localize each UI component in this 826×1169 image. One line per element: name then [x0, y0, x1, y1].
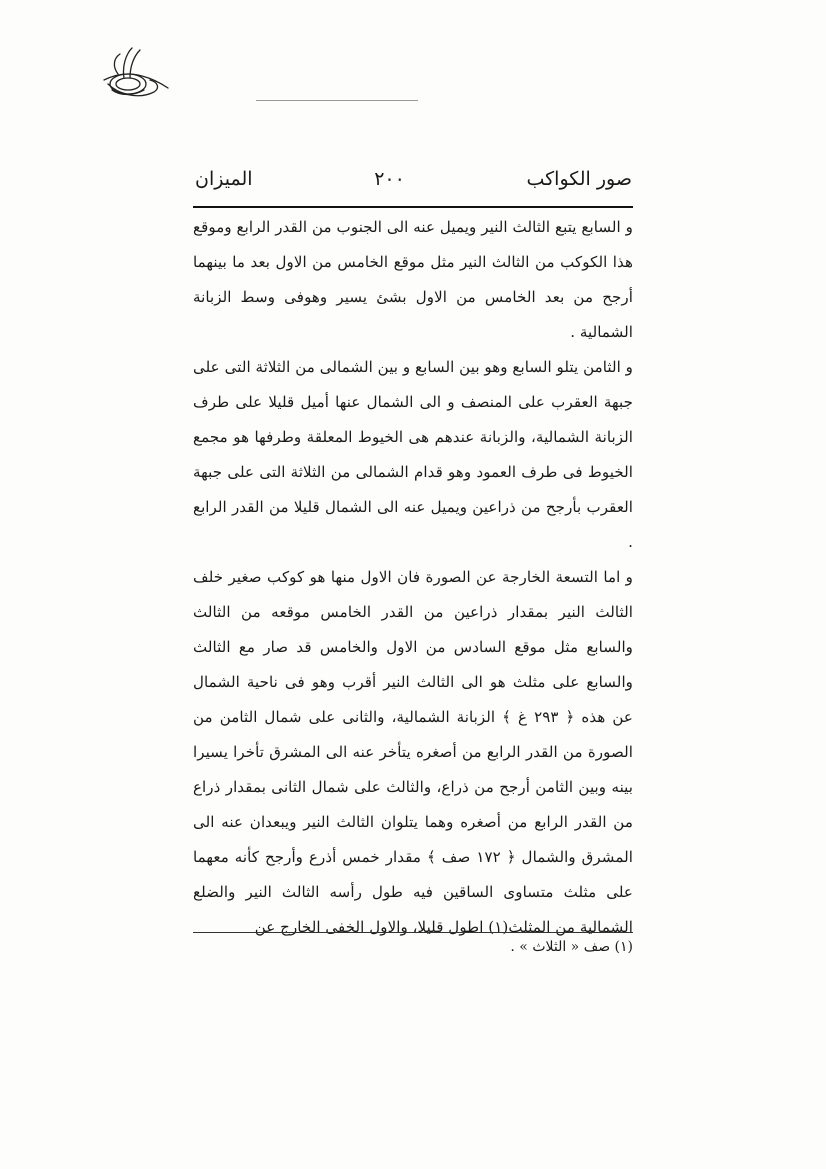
header-rule — [193, 206, 633, 208]
running-header — [195, 168, 632, 202]
page-number: ٢٠٠ — [374, 168, 405, 190]
ornamental-emblem-logo — [98, 44, 170, 104]
chapter-title: الميزان — [195, 168, 253, 190]
footnote: (١) صف « الثلاث » . — [510, 939, 633, 955]
book-title: صور الكواكب — [526, 168, 632, 190]
top-rule — [256, 100, 418, 101]
body-text — [193, 210, 633, 945]
paragraph: و الثامن يتلو السابع وهو بين السابع و بين الشمالى من الثلاثة التى على جبهة العقرب على المنصف و الى الشمال عنها أميل قليلا على طرف الزبانة الشمالية، والزبانة عندهم هى الخيوط المعلقة وطرفها هو مجمع الخيوط فى طرف العمود وهو قدام الشمالى من الثلاثة التى على جبهة العقرب بأرجح من ذراعين ويميل عنه الى الشمال قليلا من القدر الرابع . — [193, 358, 633, 551]
footnote-rule — [193, 932, 633, 933]
paragraph: و اما التسعة الخارجة عن الصورة فان الاول منها هو كوكب صغير خلف الثالث النير بمقدار ذراعين من القدر الخامس موقعه من الثالث والسابع مثل موقع السادس من الاول والخامس قد صار مع الثالث والسابع على مثلث هو الى الثالث النير أقرب وهو فى ناحية الشمال عن هذه ﴿ ٢٩٣ غ ﴾ الزبانة الشمالية، والثانى على شمال الثامن من الصورة من القدر الرابع من أصغره يتأخر عنه الى المشرق تأخرا يسيرا بينه وبين الثامن أرجح من ذراع، والثالث على شمال الثانى بمقدار ذراع من القدر الرابع من أصغره وهما يتلوان الثالث النير ويبعدان عنه الى المشرق والشمال ﴿ ١٧٢ صف ﴾ مقدار خمس أذرع وأرجح كأنه معهما على مثلث متساوى الساقين فيه طول رأسه الثالث النير والضلع الشمالية من المثلث(١) اطول قليلا، والاول الخفى الخارج عن — [193, 568, 633, 936]
paragraph: و السابع يتبع الثالث النير ويميل عنه الى الجنوب من القدر الرابع وموقع هذا الكوكب من الثالث النير مثل موقع الخامس من الاول بعد ما بينهما أرجح من بعد الخامس من الاول بشئ يسير وهوفى وسط الزبانة الشمالية . — [193, 218, 633, 341]
